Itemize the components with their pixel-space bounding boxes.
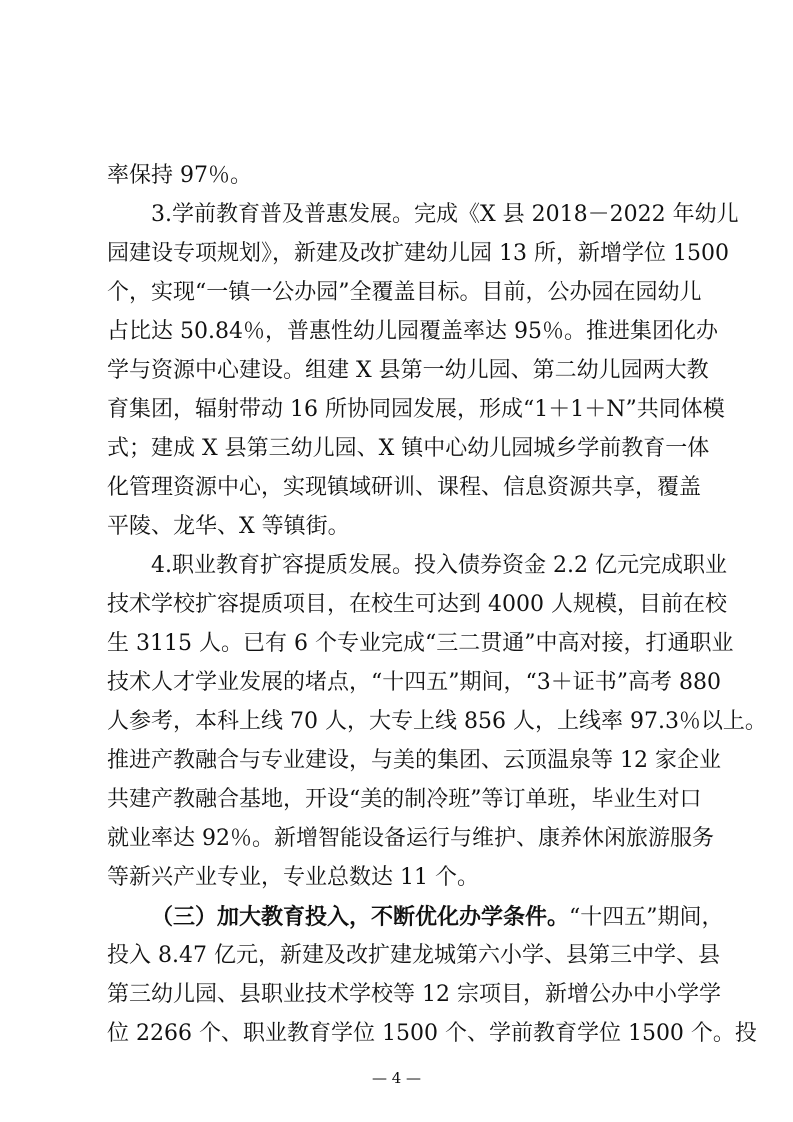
section-paragraph-line bbox=[151, 898, 724, 936]
paragraph-line: 占比达 50.84％，普惠性幼儿园覆盖率达 95％。推进集团化办 bbox=[107, 319, 718, 344]
paragraph-line: 技术学校扩容提质项目，在校生可达到 4000 人规模，目前在校 bbox=[107, 592, 727, 617]
paragraph-line: 就业率达 92％。新增智能设备运行与维护、康养休闲旅游服务 bbox=[107, 826, 714, 851]
paragraph-line: 技术人才学业发展的堵点，“十四五”期间，“3＋证书”高考 880 bbox=[107, 670, 721, 695]
paragraph-line: 推进产教融合与专业建设，与美的集团、云顶温泉等 12 家企业 bbox=[107, 748, 721, 773]
paragraph-line: 个，实现“一镇一公办园”全覆盖目标。目前，公办园在园幼儿 bbox=[107, 280, 702, 305]
page-number: — 4 — bbox=[371, 1069, 422, 1087]
paragraph-line: 共建产教融合基地，开设“美的制冷班”等订单班，毕业生对口 bbox=[107, 787, 702, 812]
paragraph-line: 第三幼儿园、县职业技术学校等 12 宗项目，新增公办中小学学 bbox=[107, 982, 721, 1007]
paragraph-line: 生 3115 人。已有 6 个专业完成“三二贯通”中高对接，打通职业 bbox=[107, 631, 734, 656]
paragraph-line: 园建设专项规划》，新建及改扩建幼儿园 13 所，新增学位 1500 bbox=[107, 241, 729, 266]
paragraph-line: 育集团，辐射带动 16 所协同园发展，形成“1＋1＋N”共同体模 bbox=[107, 397, 725, 422]
paragraph-line: 人参考，本科上线 70 人，大专上线 856 人，上线率 97.3％以上。 bbox=[107, 709, 767, 734]
paragraph-line: 化管理资源中心，实现镇域研训、课程、信息资源共享，覆盖 bbox=[107, 475, 702, 500]
paragraph-text: “十四五”期间， bbox=[569, 905, 724, 930]
paragraph-line: 率保持 97％。 bbox=[107, 163, 252, 188]
paragraph-line: 4.职业教育扩容提质发展。投入债券资金 2.2 亿元完成职业 bbox=[151, 553, 727, 578]
paragraph-line: 位 2266 个、职业教育学位 1500 个、学前教育学位 1500 个。投 bbox=[107, 1021, 757, 1046]
paragraph-line: 等新兴产业专业，专业总数达 11 个。 bbox=[107, 865, 479, 890]
section-heading: （三）加大教育投入，不断优化办学条件。 bbox=[151, 904, 570, 930]
paragraph-line: 式；建成 X 县第三幼儿园、X 镇中心幼儿园城乡学前教育一体 bbox=[107, 436, 710, 461]
paragraph-line: 学与资源中心建设。组建 X 县第一幼儿园、第二幼儿园两大教 bbox=[107, 358, 709, 383]
paragraph-line: 3.学前教育普及普惠发展。完成《X 县 2018－2022 年幼儿 bbox=[151, 202, 739, 227]
paragraph-line: 投入 8.47 亿元，新建及改扩建龙城第六小学、县第三中学、县 bbox=[107, 943, 720, 968]
paragraph-line: 平陵、龙华、X 等镇街。 bbox=[107, 514, 350, 539]
